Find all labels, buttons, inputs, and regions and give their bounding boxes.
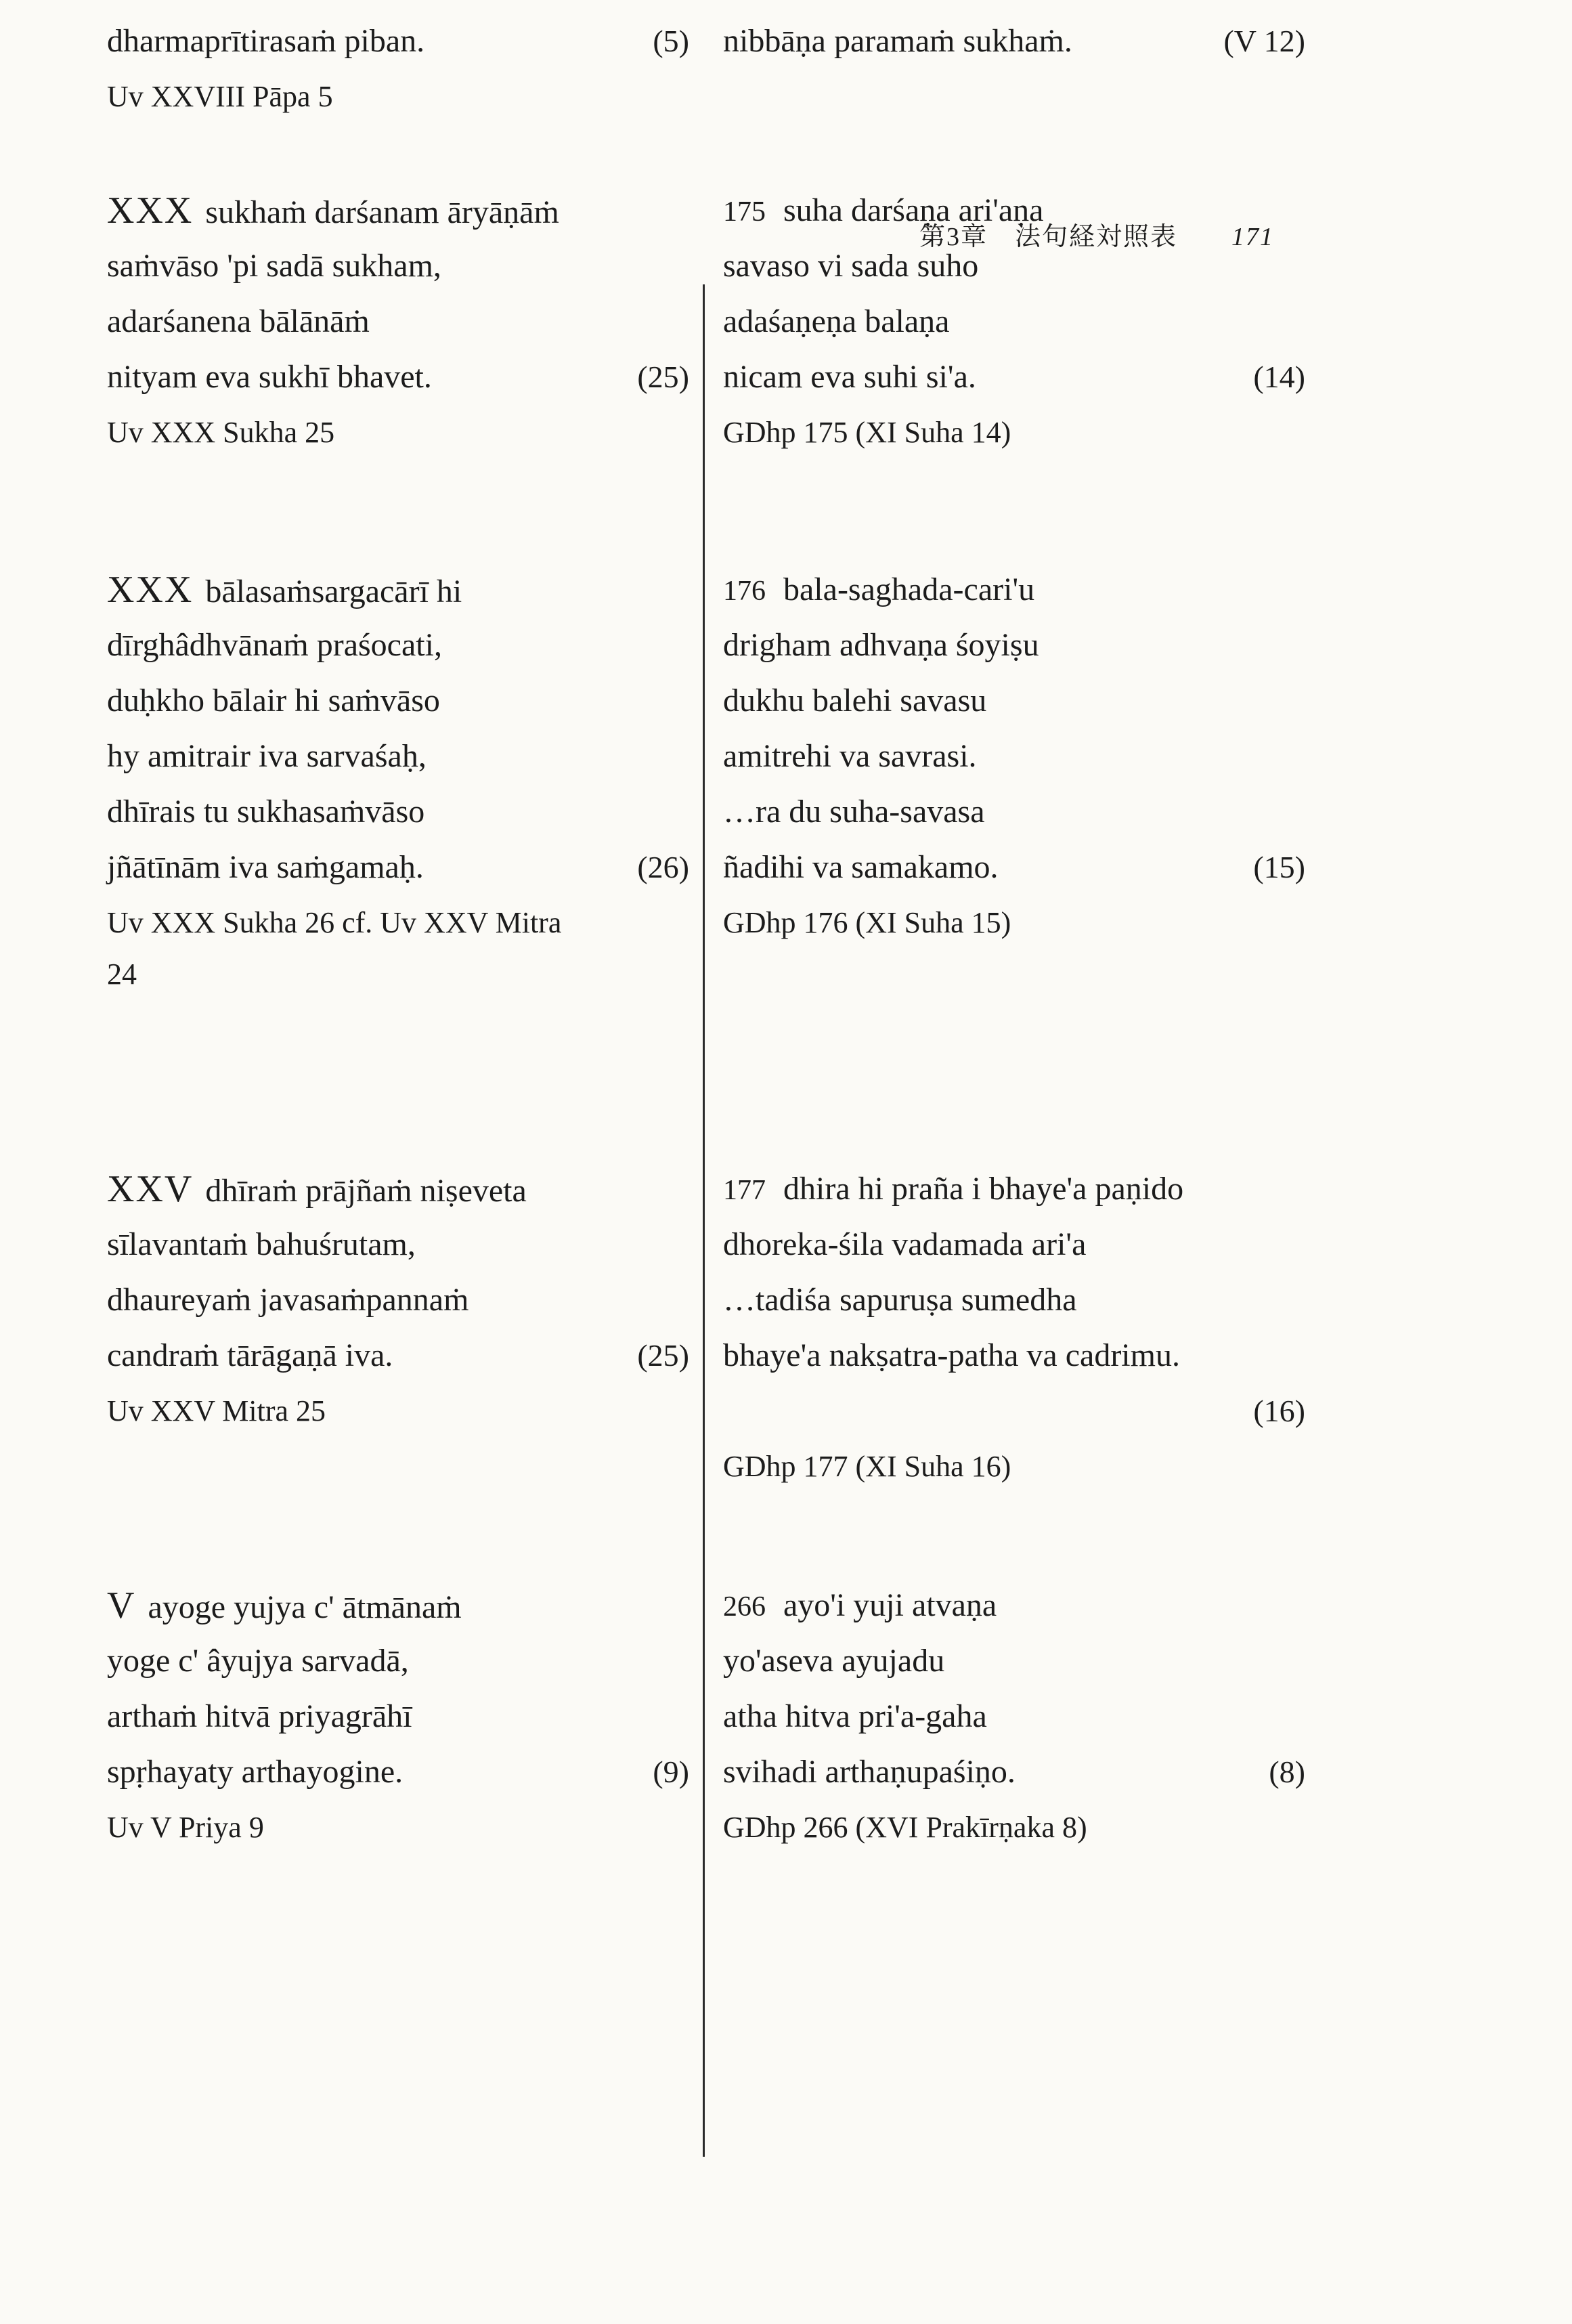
verse-line <box>723 729 1305 784</box>
line-text: adarśanena bālānāṁ <box>107 303 370 339</box>
verse-line <box>723 1217 1305 1272</box>
line-text: GDhp 177 (XI Suha 16) <box>723 1450 1011 1483</box>
verse-line <box>723 1383 1305 1439</box>
line-text: dhīrais tu sukhasaṁvāso <box>107 794 425 830</box>
line-text: sīlavantaṁ bahuśrutam, <box>107 1226 416 1262</box>
line-text: dhīraṁ prājñaṁ niṣeveta <box>205 1173 527 1209</box>
line-text: ñadihi va samakamo. <box>723 849 999 885</box>
left-verse-block <box>107 14 689 125</box>
verse-number: 177 <box>723 1175 766 1206</box>
line-text: bālasaṁsargacārī hi <box>205 574 462 609</box>
line-text: savaso vi sada suho <box>723 248 979 284</box>
source-reference <box>723 895 1305 951</box>
verse-line <box>107 784 689 840</box>
line-text: candraṁ tārāgaṇā iva. <box>107 1337 393 1373</box>
stanza-number: (V 12) <box>1223 24 1305 58</box>
source-reference <box>107 951 689 998</box>
line-text: dīrghâdhvānaṁ praśocati, <box>107 627 442 663</box>
left-verse-block <box>107 183 689 460</box>
line-text: dukhu balehi savasu <box>723 683 987 718</box>
verse-line <box>107 1328 689 1383</box>
stanza-number: (15) <box>1253 850 1305 884</box>
line-text: Uv XXV Mitra 25 <box>107 1394 326 1427</box>
line-text: nibbāṇa paramaṁ sukhaṁ. <box>723 23 1072 59</box>
page-number: 171 <box>1231 223 1274 251</box>
line-text: hy amitrair iva sarvaśaḥ, <box>107 738 427 774</box>
verse-line <box>107 729 689 784</box>
verse-line <box>107 1578 689 1633</box>
right-verse-block <box>723 14 1305 69</box>
line-text: nicam eva suhi si'a. <box>723 359 976 395</box>
verse-line <box>723 183 1305 238</box>
verse-line <box>107 562 689 618</box>
right-verse-block <box>723 562 1305 951</box>
verse-line <box>723 14 1305 69</box>
source-reference <box>107 69 689 125</box>
verse-line <box>107 1161 689 1217</box>
line-text: amitrehi va savrasi. <box>723 738 977 774</box>
right-verse-block <box>723 183 1305 460</box>
verse-line <box>107 1689 689 1744</box>
source-reference <box>107 1383 689 1439</box>
verse-line <box>107 238 689 294</box>
stanza-number: (14) <box>1253 360 1305 394</box>
line-text: …ra du suha-savasa <box>723 794 985 830</box>
chapter-label: 第3章 <box>919 223 988 251</box>
line-text: 24 <box>107 957 137 991</box>
line-text: svihadi arthaṇupaśiṇo. <box>723 1754 1016 1790</box>
chapter-title: 法句経対照表 <box>1014 223 1177 251</box>
verse-line <box>107 349 689 405</box>
verse-line <box>723 1272 1305 1328</box>
line-text: Uv XXX Sukha 26 cf. Uv XXV Mitra <box>107 906 562 939</box>
source-reference <box>107 1800 689 1855</box>
verse-line <box>723 618 1305 673</box>
source-reference <box>723 405 1305 460</box>
line-text: GDhp 176 (XI Suha 15) <box>723 906 1011 939</box>
verse-line <box>723 840 1305 895</box>
chapter-roman-numeral: XXX <box>107 569 194 611</box>
verse-line <box>107 1744 689 1800</box>
right-verse-block <box>723 1161 1305 1494</box>
verse-line <box>723 1744 1305 1800</box>
verse-line <box>723 294 1305 349</box>
line-text: dhoreka-śila vadamada ari'a <box>723 1226 1087 1262</box>
verse-number: 266 <box>723 1591 766 1622</box>
verse-line <box>107 294 689 349</box>
line-text: saṁvāso 'pi sadā sukham, <box>107 248 441 284</box>
source-reference <box>107 405 689 460</box>
stanza-number: (16) <box>1253 1394 1305 1428</box>
left-verse-block <box>107 562 689 998</box>
line-text: arthaṁ hitvā priyagrāhī <box>107 1698 412 1734</box>
line-text: Uv XXVIII Pāpa 5 <box>107 80 333 113</box>
verse-line <box>107 618 689 673</box>
stanza-number: (26) <box>637 850 689 884</box>
line-text: dhira hi praña i bhaye'a paṇido <box>783 1171 1184 1207</box>
verse-line <box>107 840 689 895</box>
line-text: atha hitva pri'a-gaha <box>723 1698 987 1734</box>
line-text: Uv XXX Sukha 25 <box>107 416 335 449</box>
stanza-number: (9) <box>653 1755 689 1789</box>
verse-line <box>723 349 1305 405</box>
line-text: bala-saghada-cari'u <box>783 572 1035 607</box>
line-text: …tadiśa sapuruṣa sumedha <box>723 1282 1077 1318</box>
verse-line <box>723 1633 1305 1689</box>
verse-line <box>723 1578 1305 1633</box>
line-text: GDhp 175 (XI Suha 14) <box>723 416 1011 449</box>
line-text: yo'aseva ayujadu <box>723 1643 945 1679</box>
verse-line <box>723 562 1305 618</box>
verse-line <box>107 1633 689 1689</box>
verse-line <box>723 784 1305 840</box>
verse-line <box>723 238 1305 294</box>
stanza-number: (8) <box>1269 1755 1305 1789</box>
verse-line <box>723 1161 1305 1217</box>
source-reference <box>107 895 689 951</box>
verse-line <box>723 1328 1305 1383</box>
line-text: ayo'i yuji atvaṇa <box>783 1587 997 1623</box>
verse-line <box>107 673 689 729</box>
stanza-number: (25) <box>637 360 689 394</box>
line-text: GDhp 266 (XVI Prakīrṇaka 8) <box>723 1811 1087 1844</box>
left-verse-block <box>107 1578 689 1855</box>
line-text: nityam eva sukhī bhavet. <box>107 359 432 395</box>
chapter-roman-numeral: V <box>107 1585 136 1627</box>
column-divider <box>703 284 705 2157</box>
right-verse-block <box>723 1578 1305 1855</box>
verse-line <box>107 14 689 69</box>
verse-line <box>723 1689 1305 1744</box>
line-text: spṛhayaty arthayogine. <box>107 1754 403 1790</box>
source-reference <box>723 1439 1305 1494</box>
line-text: yoge c' âyujya sarvadā, <box>107 1643 409 1679</box>
line-text: Uv V Priya 9 <box>107 1811 264 1844</box>
line-text: drigham adhvaṇa śoyiṣu <box>723 627 1039 663</box>
line-text: dharmaprītirasaṁ piban. <box>107 23 425 59</box>
line-text: bhaye'a nakṣatra-patha va cadrimu. <box>723 1337 1180 1373</box>
source-reference <box>723 1800 1305 1855</box>
verse-line <box>107 183 689 238</box>
line-text: adaśaṇeṇa balaṇa <box>723 303 950 339</box>
stanza-number: (5) <box>653 24 689 58</box>
chapter-roman-numeral: XXV <box>107 1168 194 1210</box>
verse-number: 175 <box>723 196 766 228</box>
left-verse-block <box>107 1161 689 1439</box>
verse-line <box>107 1272 689 1328</box>
line-text: jñātīnām iva saṁgamaḥ. <box>107 849 424 885</box>
verse-line <box>723 673 1305 729</box>
line-text: dhaureyaṁ javasaṁpannaṁ <box>107 1282 469 1318</box>
line-text: sukhaṁ darśanam āryāṇāṁ <box>205 194 559 230</box>
verse-line <box>107 1217 689 1272</box>
line-text: suha darśaṇa ari'aṇa <box>783 192 1044 228</box>
line-text: duḥkho bālair hi saṁvāso <box>107 683 440 718</box>
verse-number: 176 <box>723 576 766 607</box>
chapter-roman-numeral: XXX <box>107 190 194 232</box>
line-text: ayoge yujya c' ātmānaṁ <box>148 1589 462 1625</box>
stanza-number: (25) <box>637 1338 689 1373</box>
